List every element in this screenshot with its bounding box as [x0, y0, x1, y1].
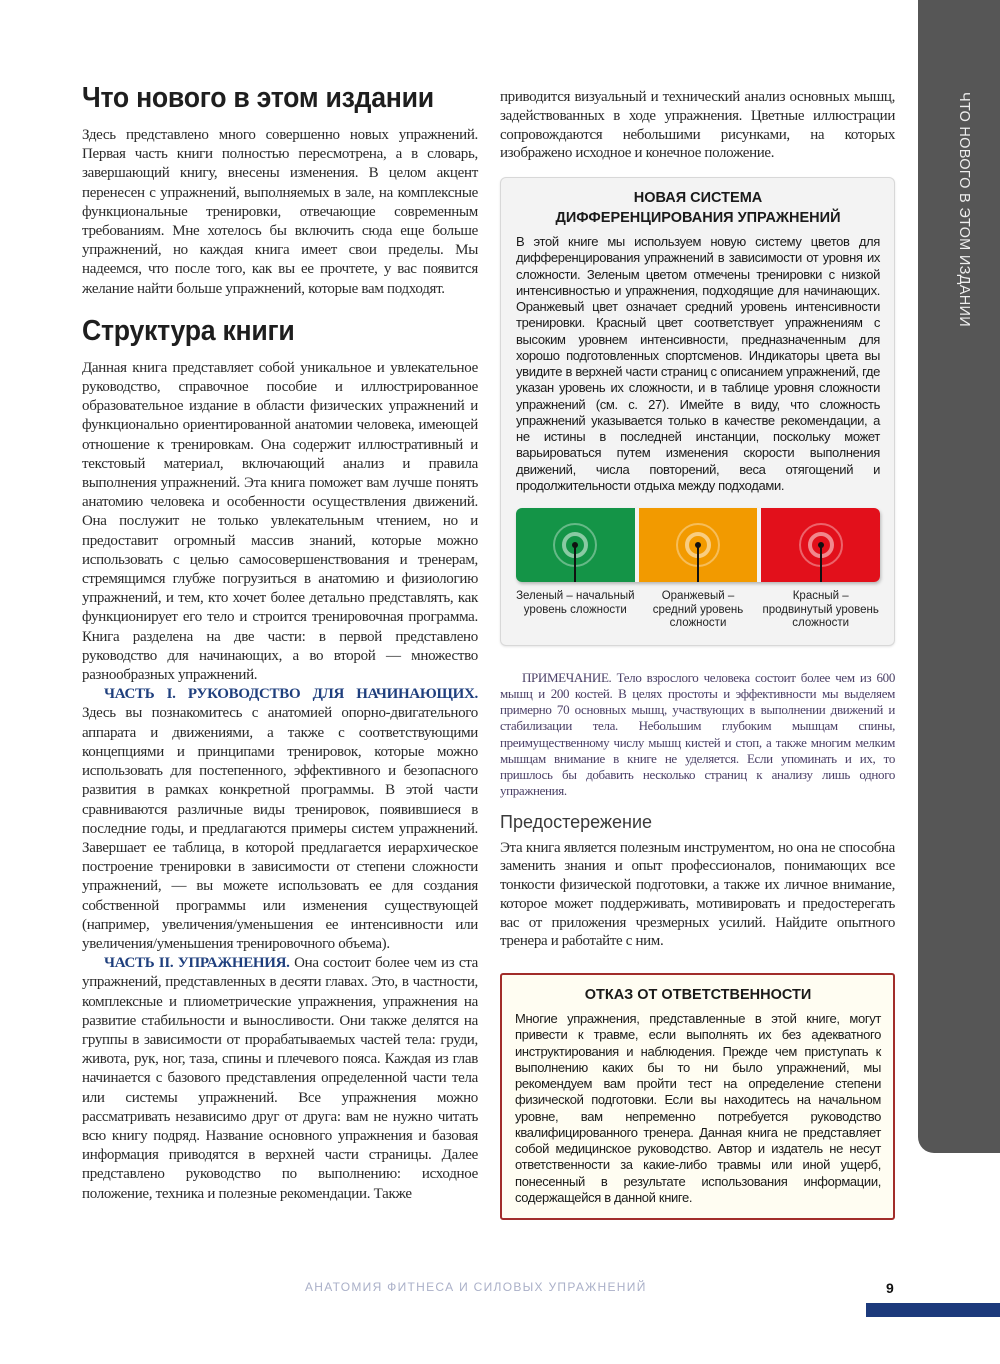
level-red-label: Красный – продвинутый уровень сложности — [762, 590, 879, 629]
disclaimer-text: Многие упражнения, представленные в этой книге, могут привести к травме, если выполнять их без адекватного инструктирования и наблюдения. Прежде чем приступать к выполнению каких бы то ни было упражнений, мы рекомендуем вам пройти тест на определение степени физической подготовки. Если вы находитесь на начальном уровне, вам непременно потребуется руководство квалифицированного тренера. Данная книга не представляет собой медицинское руководство. Автор и издатель не несут ответственности за какие-либо травмы или иной ущерб, понесенный в результате использования информации, содержащейся в данной книге. — [515, 1011, 881, 1205]
disclaimer-title: ОТКАЗ ОТ ОТВЕТСТВЕННОСТИ — [584, 987, 812, 1003]
level-green-label: Зеленый – начальный уровень сложности — [516, 590, 635, 616]
left-column — [82, 80, 478, 1204]
difficulty-color-bar — [516, 508, 880, 582]
heading-whats-new: Что нового в этом издании — [82, 82, 434, 114]
part1-label: ЧАСТЬ I. РУКОВОДСТВО ДЛЯ НАЧИНАЮЩИХ. — [104, 686, 478, 703]
part1-text: Здесь вы познакомитесь с анатомией опорно-двигательного аппарата и движениями, а также с соответствующими концепциями и принципами тренировок, которые можно использовать для постепенного, эффективного и безопасного развития в рамках конкретной программы. В этой части сравниваются различные виды тренировок, появившиеся в последние годы, и предлагаются примеры систем упражнений. Завершает ее таблица, в которой предлагается иерархическое построение тренировки в зависимости от степени сложности упражнений, — вы можете использовать ее для создания собственной программы или изменения существующей (например, увеличения/уменьшения ее интенсивности или увеличения/уменьшения тренировочного объема). — [82, 705, 478, 952]
warning-paragraph: Эта книга является полезным инструментом, но она не способна заменить знания и опыт профессионалов, понимающих все тонкости физической подготовки, а также их личное внимание, которое может поддерживать, мотивировать и предостерегать вас от приложения чрезмерных усилий. Найдите опытного тренера и работайте с ним. — [500, 839, 895, 950]
level-orange — [639, 508, 758, 582]
level-orange-label: Оранжевый – средний уровень сложности — [652, 590, 744, 629]
color-system-box — [500, 177, 895, 646]
chapter-tab-label: ЧТО НОВОГО В ЭТОМ ИЗДАНИИ — [956, 92, 972, 327]
part2-text: Она состоит более чем из ста упражнений, представленных в десяти главах. Это, в частности, комплексные и плиометрические упражнения, упражнения на развитие стабильности и выносливости. Они также делятся на группы в зависимости от прорабатываемых частей тела: груди, живота, рук, ног, таза, спины и плечевого пояса. Каждая из глав начинается с базового представления определенной части тела или системы упражнений. Все упражнения можно рассматривать независимо друг от друга: вам не нужно читать всю книгу подряд. Название основного упражнения и базовая информация приводятся в верхней части страницы. Далее представлено руководство по выполнению: исходное положение, техника и полезные рекомендации. Также — [82, 955, 478, 1202]
heading-book-structure: Структура книги — [82, 314, 295, 347]
part2-label: ЧАСТЬ II. УПРАЖНЕНИЯ. — [104, 955, 290, 972]
part1-paragraph — [82, 685, 478, 954]
footer-book-title: АНАТОМИЯ ФИТНЕСА И СИЛОВЫХ УПРАЖНЕНИЙ — [305, 1280, 647, 1294]
level-red — [761, 508, 880, 582]
whats-new-paragraph: Здесь представлено много совершенно новых упражнений. Первая часть книги полностью пересмотрена, а в словарь, завершающий книгу, внесены изменения. В целом акцент перенесен с упражнений, выполняемых в зале, на комплексные функциональные тренировки, отвечающие современным требованиям. Мне хотелось бы включить сюда еще больше упражнений, но каждая книга имеет свои пределы. Мы надеемся, что после того, как вы ее прочтете, у вас появится желание найти больше упражнений, которые вам подходят. — [82, 127, 478, 297]
note-paragraph: ПРИМЕЧАНИЕ. Тело взрослого человека состоит более чем из 600 мышц и 200 костей. В целях простоты и эффективности мы выделяем примерно 70 основных мышц, участвующих в выполнении движений и стабилизации тела. Небольшим глубоким мышцам спины, преимущественному числу мышц кистей и стоп, а также многим мелким мышцам внимание в книге не уделяется. Если упоминать и их, то пришлось бы добавить несколько страниц к анализу лишь одного упражнения. — [500, 669, 895, 799]
color-system-text: В этой книге мы используем новую систему цветов для дифференцирования упражнений в зависимости от уровня их сложности. Зеленым цветом отмечены тренировки с низкой интенсивностью и упражнения, подходящие для начинающих. Оранжевый цвет означает средний уровень интенсивности тренировки. Красный цвет соответствует упражнениям с высоким уровнем интенсивности, предназначенным для хорошо подготовленных спортсменов. Индикаторы цвета вы увидите в верхней части страниц с описанием упражнений, где указан уровень их сложности, и в таблице уровня сложности упражнений (см. с. 27). Имейте в виду, что сложность упражнений указывается только в качестве рекомендации, а не истины в последней инстанции, поскольку может варьироваться путем изменения скорости выполнения движений, числа повторений, веса отягощений и продолжительности отдыха между подходами. — [516, 234, 880, 493]
disclaimer-box — [500, 973, 895, 1220]
structure-paragraph: Данная книга представляет собой уникальное и увлекательное руководство, справочное пособие и иллюстрированное образовательное издание в области физических упражнений и функционально ориентированной анатомии человека, имеющей отношение к тренировкам. Она содержит иллюстративный и текстовый материал, включающий анализ и правила выполнения упражнений. Эта книга поможет вам лучше понять анатомию человека и особенности осуществления движений. Она послужит не только увлекательным чтением, но и предоставит огромный массив знаний, которые можно использовать с целью самосовершенствования и тренерам, стремящимся глубже погрузиться в анатомию и физиологию упражнений, и тем, кто хочет более детально представлять, как функционирует его тело и строится тренировочная программа. Книга разделена на две части: в первой представлено руководство для начинающих, а во второй — множество разнообразных упражнений. — [82, 359, 478, 684]
right-column — [500, 88, 895, 1220]
level-green — [516, 508, 635, 582]
footer-accent-bar — [866, 1303, 1000, 1317]
part2-paragraph — [82, 954, 478, 1204]
warning-heading: Предостережение — [500, 811, 653, 832]
page-number: 9 — [886, 1280, 894, 1296]
title-line-2: ДИФФЕРЕНЦИРОВАНИЯ УПРАЖНЕНИЙ — [555, 210, 841, 226]
chapter-side-tab — [918, 0, 1000, 1153]
color-system-title — [516, 188, 880, 228]
continued-paragraph: приводится визуальный и технический анализ основных мышц, задействованных в ходе упражнения. Цветные иллюстрации сопровождаются небольшими рисунками, на которых изображено исходное и конечное положение. — [500, 89, 895, 162]
title-line-1: НОВАЯ СИСТЕМА — [633, 190, 763, 206]
